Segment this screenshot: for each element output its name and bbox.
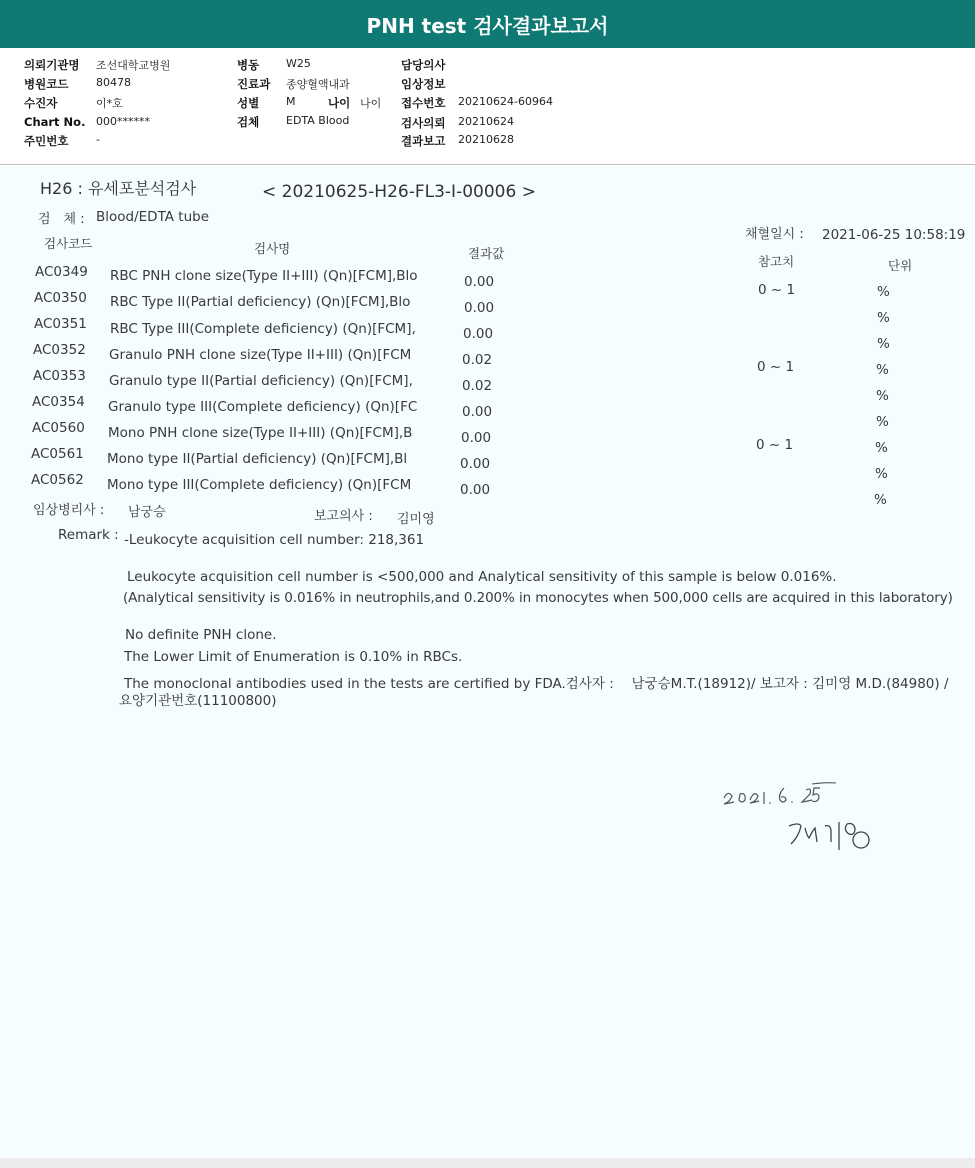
value-department: 종양혈액내과 (286, 78, 350, 91)
accession-number: < 20210625-H26-FL3-I-00006 > (262, 182, 536, 202)
label-report-date: 결과보고 (401, 134, 446, 148)
row-name: RBC PNH clone size(Type II+III) (Qn)[FCM],Blo (110, 268, 418, 284)
row-result: 0.00 (464, 300, 495, 316)
row-code: AC0351 (34, 316, 87, 332)
row-name: RBC Type III(Complete deficiency) (Qn)[FCM], (110, 321, 416, 337)
remark-line: The Lower Limit of Enumeration is 0.10% in RBCs. (124, 649, 463, 665)
col-header-result: 결과값 (468, 246, 505, 261)
test-title: H26 : 유세포분석검사 (40, 179, 197, 198)
report-title-bar (0, 0, 975, 48)
row-name: Granulo type II(Partial deficiency) (Qn)[FCM], (109, 373, 413, 389)
specimen-label: 검 체 : (38, 212, 85, 227)
report-title: PNH test 검사결과보고서 (366, 13, 609, 38)
handwritten-signature (785, 814, 880, 854)
remark-line: The monoclonal antibodies used in the tests are certified by FDA.검사자 : 남궁승M.T.(18912)/ 보고자 : 김미영 M.D.(84980) / (124, 676, 949, 692)
value-accession-no: 20210624-60964 (458, 95, 553, 108)
label-resident-no: 주민번호 (24, 134, 69, 148)
label-department: 진료과 (237, 77, 271, 91)
row-name: Mono type II(Partial deficiency) (Qn)[FCM],Bl (107, 451, 408, 467)
specimen-value: Blood/EDTA tube (96, 209, 210, 225)
collection-label: 채혈일시 : (745, 227, 804, 242)
row-unit: % (875, 466, 888, 482)
label-request-date: 검사의뢰 (401, 116, 446, 130)
col-header-name: 검사명 (254, 241, 291, 256)
row-name: Mono type III(Complete deficiency) (Qn)[FCM (107, 477, 412, 493)
label-patient: 수진자 (24, 96, 58, 110)
row-reference: 0 ~ 1 (756, 437, 794, 453)
row-result: 0.02 (462, 378, 493, 394)
col-header-unit: 단위 (888, 258, 913, 273)
row-code: AC0350 (34, 290, 87, 306)
value-report-date: 20210628 (458, 133, 514, 146)
value-chart-no: 000****** (96, 115, 150, 128)
row-code: AC0349 (35, 264, 88, 280)
scanned-report (0, 166, 975, 1158)
row-name: RBC Type II(Partial deficiency) (Qn)[FCM],Blo (110, 294, 411, 310)
row-name: Granulo PNH clone size(Type II+III) (Qn)[FCM (109, 347, 412, 363)
label-hospital-code: 병원코드 (24, 77, 69, 91)
row-result: 0.00 (463, 326, 494, 342)
handwritten-date (720, 778, 850, 812)
label-specimen: 검체 (237, 115, 260, 129)
row-name: Granulo type III(Complete deficiency) (Qn)[FC (108, 399, 418, 415)
row-result: 0.00 (460, 456, 491, 472)
row-result: 0.00 (460, 482, 491, 498)
remark-first-line: -Leukocyte acquisition cell number: 218,361 (124, 532, 425, 548)
row-unit: % (877, 284, 890, 300)
collection-datetime: 2021-06-25 10:58:19 (822, 227, 966, 243)
patient-info-header (0, 48, 975, 165)
reporting-doctor-name: 김미영 (397, 512, 435, 527)
row-code: AC0354 (32, 394, 85, 410)
row-unit: % (877, 310, 890, 326)
label-ward: 병동 (237, 58, 260, 72)
remark-line: Leukocyte acquisition cell number is <500,000 and Analytical sensitivity of this sample is below 0.016%. (127, 569, 837, 585)
col-header-code: 검사코드 (44, 236, 93, 251)
label-requesting-institution: 의뢰기관명 (24, 58, 80, 72)
value-requesting-institution: 조선대학교병원 (96, 59, 171, 72)
row-unit: % (877, 336, 890, 352)
row-unit: % (874, 492, 887, 508)
remark-line: (Analytical sensitivity is 0.016% in neutrophils,and 0.200% in monocytes when 500,000 cells are acquired in this laboratory) (123, 590, 953, 606)
row-name: Mono PNH clone size(Type II+III) (Qn)[FCM],B (108, 425, 413, 441)
row-result: 0.00 (464, 274, 495, 290)
remark-line: 요양기관번호(11100800) (119, 693, 277, 709)
row-result: 0.02 (462, 352, 493, 368)
row-unit: % (876, 414, 889, 430)
remark-line: No definite PNH clone. (125, 627, 277, 643)
row-reference: 0 ~ 1 (758, 282, 796, 298)
value-patient: 이*호 (96, 97, 123, 110)
label-age: 나이 (328, 96, 351, 110)
clinical-pathologist-name: 남궁승 (128, 505, 166, 520)
value-ward: W25 (286, 57, 311, 70)
value-resident-no: - (96, 133, 100, 146)
value-age: 나이 (360, 97, 382, 110)
value-sex: M (286, 95, 296, 108)
row-code: AC0353 (33, 368, 86, 384)
row-unit: % (875, 440, 888, 456)
value-specimen: EDTA Blood (286, 114, 350, 127)
remark-label: Remark : (58, 527, 119, 543)
col-header-reference: 참고치 (758, 254, 795, 269)
row-reference: 0 ~ 1 (757, 359, 795, 375)
row-unit: % (876, 388, 889, 404)
page-footer-strip (0, 1158, 975, 1168)
reporting-doctor-label: 보고의사 : (314, 509, 373, 524)
label-physician: 담당의사 (401, 58, 446, 72)
label-sex: 성별 (237, 96, 260, 110)
row-code: AC0560 (32, 420, 85, 436)
row-result: 0.00 (462, 404, 493, 420)
value-hospital-code: 80478 (96, 76, 131, 89)
label-accession-no: 접수번호 (401, 96, 446, 110)
row-unit: % (876, 362, 889, 378)
row-code: AC0562 (31, 472, 84, 488)
value-request-date: 20210624 (458, 115, 514, 128)
label-chart-no: Chart No. (24, 115, 86, 129)
row-result: 0.00 (461, 430, 492, 446)
row-code: AC0352 (33, 342, 86, 358)
label-clinical-info: 임상정보 (401, 77, 446, 91)
clinical-pathologist-label: 임상병리사 : (33, 503, 105, 518)
row-code: AC0561 (31, 446, 84, 462)
